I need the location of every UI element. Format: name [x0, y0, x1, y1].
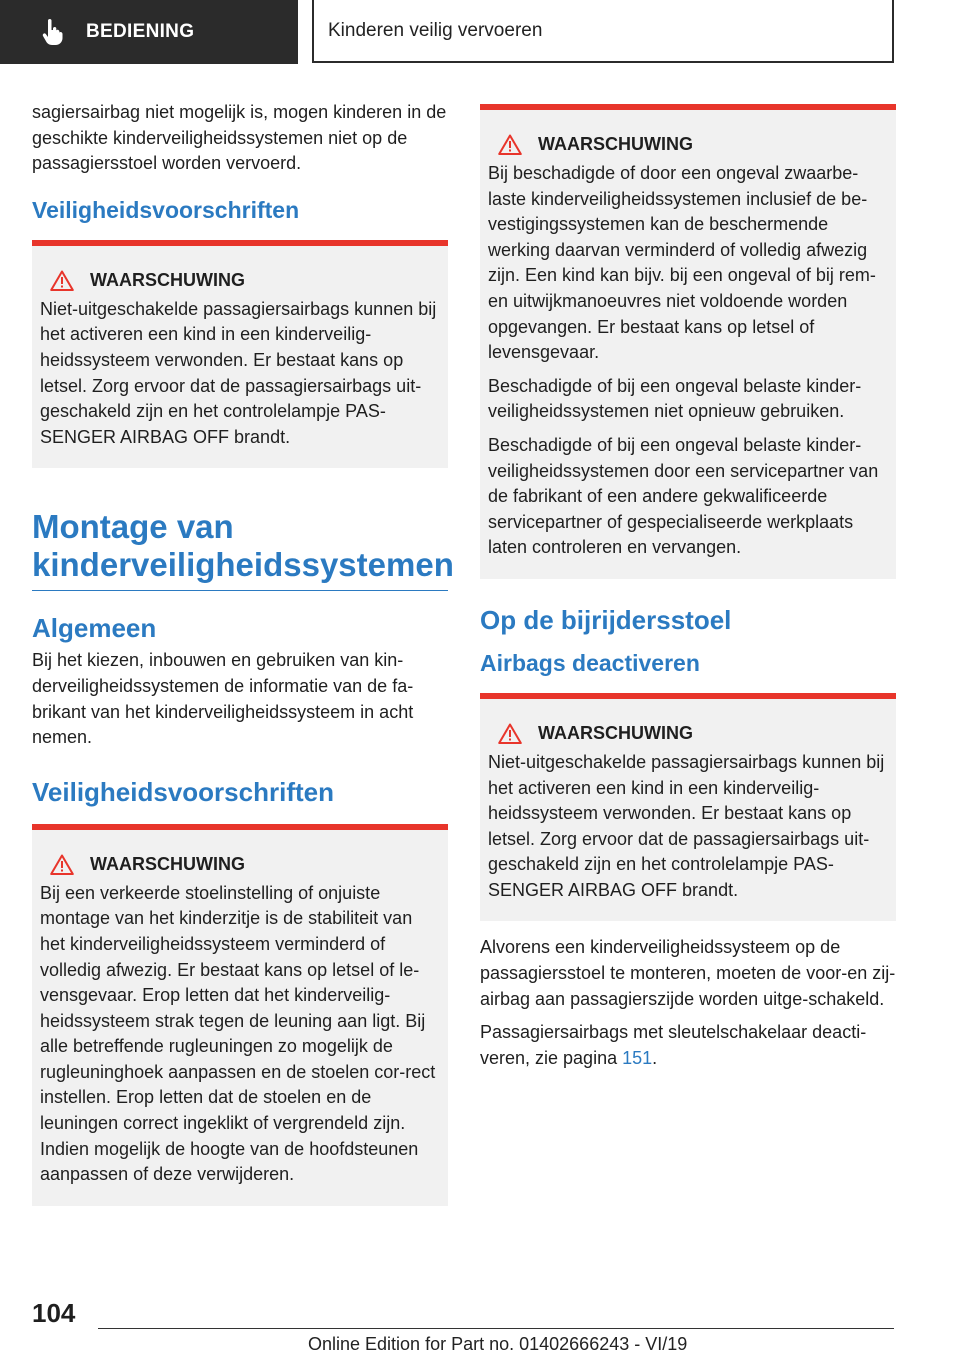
heading-veiligheidsvoorschriften-1: Veiligheidsvoorschriften: [32, 196, 300, 223]
left-column: [32, 100, 454, 1206]
intro-text: sagiersairbag niet mogelijk is, mogen kinderen in de geschikte kinderveiligheidssystemen niet op de passagiersstoel worden vervoerd.: [32, 102, 447, 174]
algemeen-text: Bij het kiezen, inbouwen en gebruiken van kin-derveiligheidssystemen de informatie van de fa-brikant van het kinderveiligheidssysteem in acht nemen.: [32, 650, 414, 748]
heading-bijrijdersstoel: Op de bijrijdersstoel: [480, 604, 732, 635]
deactivate-instruction: Alvorens een kinderveiligheidssysteem op de passagiersstoel te monteren, moeten de voor-en zij-airbag aan passagierszijde worden uitge-schakeld.: [480, 937, 896, 1009]
warning-box-2: [32, 824, 448, 1206]
warning-title: WAARSCHUWING: [40, 854, 440, 875]
warning-triangle-icon: [50, 854, 74, 875]
warning-text: Beschadigde of bij een ongeval belaste kinder-veiligheidssystemen door een servicepartner van de fabrikant of een andere gekwalificeerde servicepartner of gespecialiseerde werkplaats laten controleren en vervangen.: [488, 434, 879, 558]
footer-rule: [98, 1328, 894, 1329]
section-label: BEDIENING: [86, 21, 195, 42]
heading-veiligheidsvoorschriften-2: Veiligheidsvoorschriften: [32, 776, 334, 807]
heading-algemeen: Algemeen: [32, 613, 157, 644]
right-column: [480, 104, 896, 1079]
warning-title: WAARSCHUWING: [488, 723, 888, 744]
main-heading: Montage van kinderveiligheidssystemen: [32, 508, 454, 584]
warning-text: Niet-uitgeschakelde passagiersairbags kunnen bij het activeren een kind in een kinderveilig-heidssysteem verwonden. Er bestaat kans op letsel. Zorg ervoor dat de passagiersairbags uit-geschakeld zijn en het controlelampje PAS-SENGER AIRBAG OFF brandt.: [40, 298, 437, 447]
warning-title: WAARSCHUWING: [488, 134, 888, 155]
warning-triangle-icon: [498, 723, 522, 744]
edition-text: Online Edition for Part no. 01402666243 - VI/19: [308, 1334, 688, 1354]
warning-text: Bij een verkeerde stoelinstelling of onjuiste montage van het kinderzitje is de stabiliteit van het kinderveiligheidssysteem verminderd of volledig afwezig. Er bestaat kans op letsel of le-vensgevaar. Erop letten dat het kinderveilig-heidssysteem strak tegen de leuning aan ligt. Bij alle betreffende rugleuningen zo mogelijk de rugleuninghoek aanpassen en de stoelen cor-rect instellen. Erop letten dat de stoelen en de leuningen correct ingeklikt of vergrendeld zijn. Indien mogelijk de hoogte van de hoofdsteunen aanpassen of deze verwijderen.: [40, 882, 436, 1185]
warning-box-3: [480, 104, 896, 579]
warning-text: Niet-uitgeschakelde passagiersairbags kunnen bij het activeren een kind in een kinderveilig-heidssysteem verwonden. Er bestaat kans op letsel. Zorg ervoor dat de passagiersairbags uit-geschakeld zijn en het controlelampje PAS-SENGER AIRBAG OFF brandt.: [488, 751, 885, 900]
warning-triangle-icon: [50, 270, 74, 291]
key-switch-text: Passagiersairbags met sleutelschakelaar deacti-veren, zie pagina 151.: [480, 1022, 867, 1068]
hand-pointer-icon: [42, 19, 64, 45]
page-number: 104: [32, 1298, 76, 1328]
chapter-title: Kinderen veilig vervoeren: [328, 19, 543, 41]
page-reference-link[interactable]: 151: [622, 1047, 653, 1068]
warning-box-4: [480, 693, 896, 922]
heading-airbags-deactiveren: Airbags deactiveren: [480, 649, 700, 676]
chapter-title-box: [312, 0, 894, 63]
warning-triangle-icon: [498, 134, 522, 155]
warning-text: Bij beschadigde of door een ongeval zwaarbe-laste kinderveiligheidssystemen inclusief de be-vestigingssystemen kan de beschermende werking daarvan verminderd of volledig afwezig zijn. Een kind kan bijv. bij een ongeval of bij rem- en uitwijkmanoeuvres niet voldoende worden opgevangen. Er bestaat kans op letsel of levensgevaar.: [488, 163, 876, 363]
warning-title: WAARSCHUWING: [40, 270, 440, 291]
section-tab: [0, 0, 298, 64]
warning-text: Beschadigde of bij een ongeval belaste kinder-veiligheidssystemen niet opnieuw gebruiken.: [488, 375, 862, 422]
heading-rule: [32, 590, 448, 591]
warning-box-1: [32, 240, 448, 469]
